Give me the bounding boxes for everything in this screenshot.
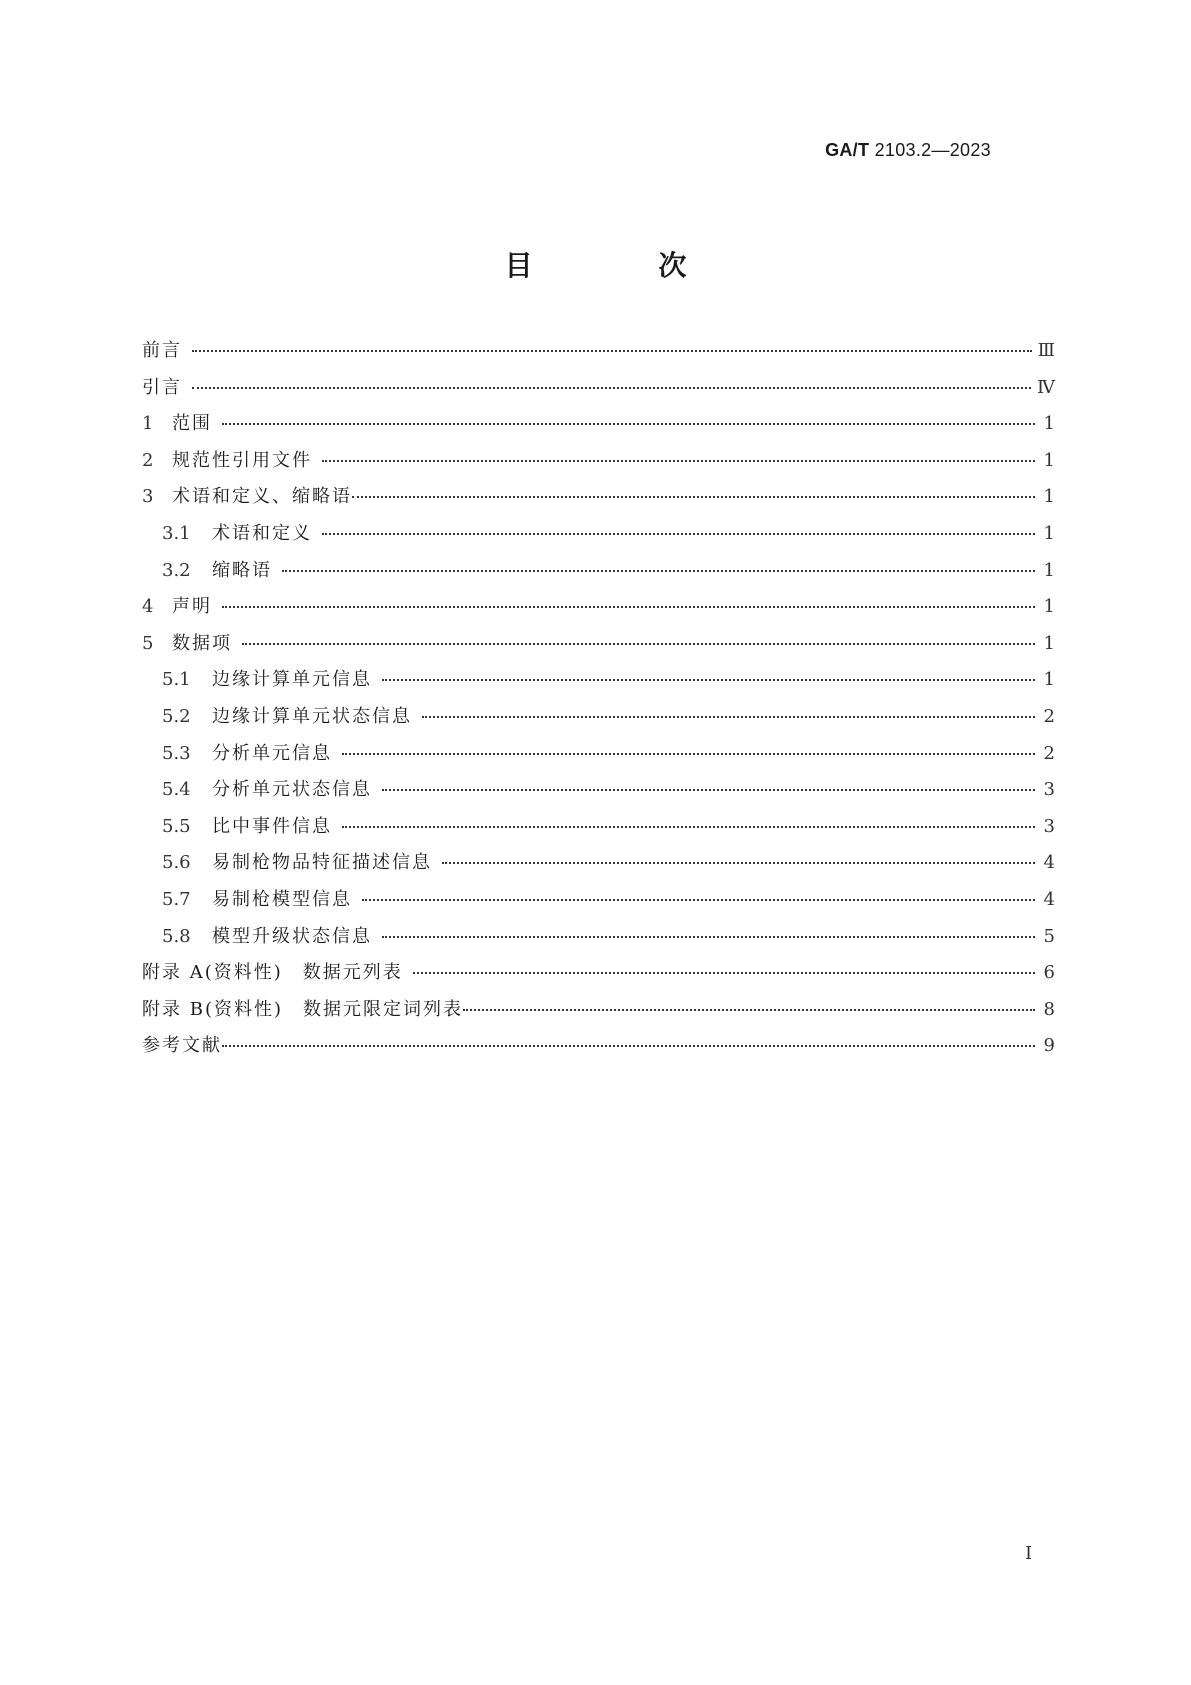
toc-leader-dots [362, 899, 1035, 901]
toc-entry-page: 1 [1043, 632, 1055, 654]
toc-entry-number: 3.2 [162, 559, 191, 581]
toc-entry-label: 术语和定义 [212, 522, 312, 544]
toc-entry-page: 1 [1043, 559, 1055, 581]
toc-entry-page: 1 [1043, 486, 1055, 508]
toc-entry-page: Ⅲ [1037, 340, 1055, 361]
toc-entry-page: 4 [1043, 888, 1055, 910]
toc-leader-dots [192, 387, 1031, 389]
toc-entry-introduction[interactable] [142, 377, 1055, 414]
toc-entry-appendix-a[interactable] [142, 962, 1055, 999]
toc-entry-label: 附录 B(资料性) 数据元限定词列表 [142, 998, 463, 1020]
toc-entry-3-1[interactable] [142, 523, 1055, 560]
toc-entry-label: 数据项 [172, 632, 232, 654]
toc-leader-dots [463, 1009, 1035, 1011]
toc-entry-label: 比中事件信息 [212, 815, 332, 837]
page-number: Ⅰ [1025, 1543, 1033, 1564]
toc-title: 目 次 [504, 249, 745, 282]
toc-leader-dots [382, 936, 1035, 938]
toc-entry-label: 术语和定义、缩略语 [172, 486, 352, 508]
toc-entry-page: 6 [1043, 962, 1055, 984]
toc-entry-page: 2 [1043, 705, 1055, 727]
toc-leader-dots [442, 862, 1035, 864]
toc-entry-page: 1 [1043, 449, 1055, 471]
toc-entry-3-2[interactable] [142, 560, 1055, 597]
toc-entry-label: 附录 A(资料性) 数据元列表 [142, 962, 403, 984]
document-code-prefix: GA/T [825, 140, 870, 160]
toc-leader-dots [282, 570, 1035, 572]
toc-entry-5-3[interactable] [142, 743, 1055, 780]
toc-entry-number: 1 [142, 413, 154, 435]
table-of-contents [142, 340, 1055, 1072]
toc-entry-label: 声明 [172, 596, 212, 618]
toc-entry-label: 边缘计算单元信息 [212, 669, 372, 691]
toc-leader-dots [342, 753, 1035, 755]
toc-entry-5-7[interactable] [142, 889, 1055, 926]
toc-entry-5[interactable] [142, 633, 1055, 670]
toc-entry-label: 模型升级状态信息 [212, 925, 372, 947]
toc-entry-references[interactable] [142, 1035, 1055, 1072]
toc-entry-2[interactable] [142, 450, 1055, 487]
toc-entry-1[interactable] [142, 413, 1055, 450]
toc-entry-page: 2 [1043, 742, 1055, 764]
toc-entry-number: 5.7 [162, 888, 191, 910]
toc-entry-page: 5 [1043, 925, 1055, 947]
toc-entry-number: 4 [142, 596, 154, 618]
toc-leader-dots [242, 643, 1035, 645]
toc-entry-label: 缩略语 [212, 559, 272, 581]
toc-leader-dots [413, 972, 1035, 974]
toc-entry-number: 5.2 [162, 705, 191, 727]
toc-entry-label: 前言 [142, 340, 182, 361]
toc-entry-number: 5.4 [162, 779, 191, 801]
toc-entry-label: 引言 [142, 376, 182, 398]
toc-entry-number: 3.1 [162, 522, 191, 544]
toc-entry-5-1[interactable] [142, 669, 1055, 706]
toc-entry-label: 参考文献 [142, 1035, 222, 1057]
toc-entry-label: 易制枪物品特征描述信息 [212, 852, 432, 874]
toc-leader-dots [192, 350, 1032, 352]
toc-entry-number: 5.5 [162, 815, 191, 837]
toc-entry-number: 5.1 [162, 669, 191, 691]
toc-leader-dots [422, 716, 1035, 718]
toc-entry-5-8[interactable] [142, 926, 1055, 963]
toc-entry-foreword[interactable] [142, 340, 1055, 377]
toc-leader-dots [222, 1045, 1035, 1047]
toc-entry-5-2[interactable] [142, 706, 1055, 743]
toc-entry-page: 9 [1043, 1035, 1055, 1057]
toc-entry-5-5[interactable] [142, 816, 1055, 853]
toc-entry-number: 2 [142, 449, 154, 471]
document-code-number: 2103.2—2023 [874, 140, 991, 160]
toc-entry-number: 5 [142, 632, 154, 654]
toc-entry-page: Ⅳ [1037, 376, 1055, 398]
toc-entry-page: 3 [1043, 779, 1055, 801]
toc-entry-page: 4 [1043, 852, 1055, 874]
document-code [825, 140, 991, 161]
toc-leader-dots [322, 533, 1035, 535]
toc-entry-label: 易制枪模型信息 [212, 888, 352, 910]
toc-entry-3[interactable] [142, 486, 1055, 523]
toc-entry-5-6[interactable] [142, 852, 1055, 889]
toc-leader-dots [322, 460, 1035, 462]
toc-entry-number: 3 [142, 486, 154, 508]
toc-entry-page: 1 [1043, 522, 1055, 544]
toc-entry-number: 5.8 [162, 925, 191, 947]
toc-leader-dots [222, 606, 1035, 608]
toc-entry-label: 分析单元信息 [212, 742, 332, 764]
toc-entry-label: 范围 [172, 413, 212, 435]
toc-entry-page: 1 [1043, 596, 1055, 618]
toc-leader-dots [382, 789, 1035, 791]
toc-entry-4[interactable] [142, 596, 1055, 633]
toc-entry-label: 分析单元状态信息 [212, 779, 372, 801]
toc-entry-page: 1 [1043, 413, 1055, 435]
toc-leader-dots [342, 826, 1035, 828]
toc-entry-page: 3 [1043, 815, 1055, 837]
toc-leader-dots [352, 496, 1035, 498]
toc-entry-label: 规范性引用文件 [172, 449, 312, 471]
toc-leader-dots [222, 423, 1035, 425]
toc-entry-number: 5.6 [162, 852, 191, 874]
toc-entry-label: 边缘计算单元状态信息 [212, 705, 412, 727]
toc-leader-dots [382, 679, 1035, 681]
toc-entry-5-4[interactable] [142, 779, 1055, 816]
toc-entry-page: 8 [1043, 998, 1055, 1020]
toc-entry-appendix-b[interactable] [142, 999, 1055, 1036]
toc-entry-number: 5.3 [162, 742, 191, 764]
toc-entry-page: 1 [1043, 669, 1055, 691]
